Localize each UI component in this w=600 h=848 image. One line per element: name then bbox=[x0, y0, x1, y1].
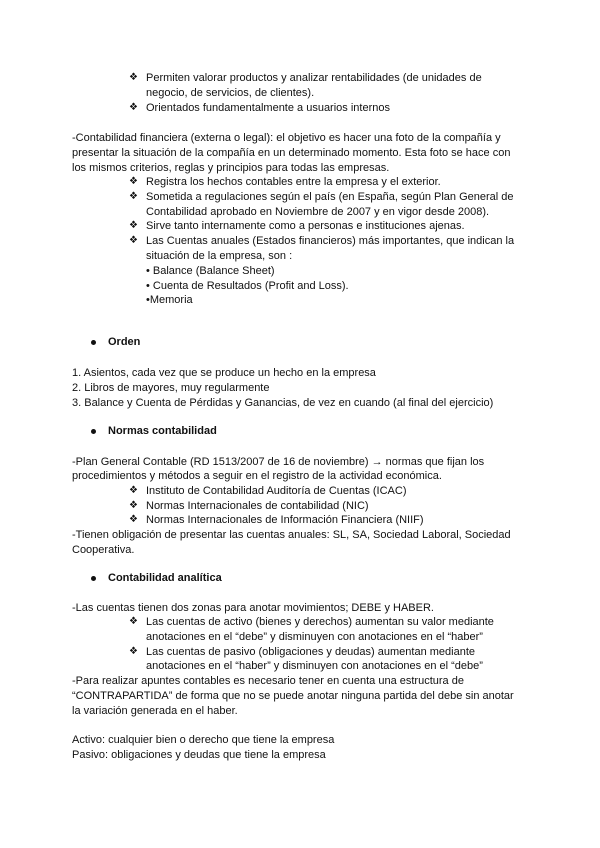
text-line: Las cuentas de activo (bienes y derechos) aumentan su valor mediante bbox=[146, 616, 494, 628]
text-line: Instituto de Contabilidad Auditoría de Cuentas (ICAC) bbox=[146, 485, 407, 497]
text-line: Normas Internacionales de Información Financiera (NIIF) bbox=[146, 514, 424, 526]
paragraph-line: procedimientos y métodos a seguir en el registro de la actividad económica. bbox=[72, 470, 442, 482]
diamond-bullet-icon: ❖ bbox=[129, 72, 138, 83]
text-line: • Cuenta de Resultados (Profit and Loss). bbox=[146, 280, 349, 292]
paragraph-line: -Tienen obligación de presentar las cuentas anuales: SL, SA, Sociedad Laboral, Sociedad bbox=[72, 529, 511, 541]
section-heading-normas: Normas contabilidad bbox=[108, 425, 217, 437]
text-line: anotaciones en el “haber” y disminuyen con anotaciones en el “debe” bbox=[146, 660, 483, 672]
text-line: Las Cuentas anuales (Estados financieros) más importantes, que indican la bbox=[146, 235, 515, 247]
paragraph-line: -Contabilidad financiera (externa o legal): el objetivo es hacer una foto de la compañía y bbox=[72, 132, 501, 144]
diamond-bullet-icon: ❖ bbox=[129, 485, 138, 496]
text-line: Las cuentas de pasivo (obligaciones y deudas) aumentan mediante bbox=[146, 646, 475, 658]
diamond-bullet-icon: ❖ bbox=[129, 220, 138, 231]
diamond-bullet-icon: ❖ bbox=[129, 646, 138, 657]
text-line: Permiten valorar productos y analizar rentabilidades (de unidades de bbox=[146, 72, 482, 84]
text-line: anotaciones en el “debe” y disminuyen con anotaciones en el “haber” bbox=[146, 631, 483, 643]
section-heading-orden: Orden bbox=[108, 336, 141, 348]
text-line: •Memoria bbox=[146, 294, 193, 306]
diamond-bullet-icon: ❖ bbox=[129, 500, 138, 511]
diamond-bullet-icon: ❖ bbox=[129, 514, 138, 525]
text-line: Registra los hechos contables entre la empresa y el exterior. bbox=[146, 176, 441, 188]
list-item: 1. Asientos, cada vez que se produce un hecho en la empresa bbox=[72, 367, 376, 379]
text-line: negocio, de servicios, de clientes). bbox=[146, 87, 315, 99]
bullet-dot-icon bbox=[91, 429, 96, 434]
paragraph-line: -Plan General Contable (RD 1513/2007 de 16 de noviembre) → normas que fijan los bbox=[72, 456, 485, 468]
paragraph-line: -Las cuentas tienen dos zonas para anotar movimientos; DEBE y HABER. bbox=[72, 602, 434, 614]
text-line: Contabilidad aprobado en Noviembre de 2007 y en vigor desde 2008). bbox=[146, 206, 490, 218]
paragraph-line: “CONTRAPARTIDA” de forma que no se puede anotar ninguna partida del debe sin anotar bbox=[72, 690, 514, 702]
diamond-bullet-icon: ❖ bbox=[129, 191, 138, 202]
diamond-bullet-icon: ❖ bbox=[129, 176, 138, 187]
diamond-bullet-icon: ❖ bbox=[129, 616, 138, 627]
text-line: Orientados fundamentalmente a usuarios internos bbox=[146, 102, 390, 114]
diamond-bullet-icon: ❖ bbox=[129, 102, 138, 113]
bullet-dot-icon bbox=[91, 576, 96, 581]
text-line: Normas Internacionales de contabilidad (NIC) bbox=[146, 500, 369, 512]
paragraph-line: -Para realizar apuntes contables es necesario tener en cuenta una estructura de bbox=[72, 675, 464, 687]
diamond-bullet-icon: ❖ bbox=[129, 235, 138, 246]
paragraph-line: la variación generada en el haber. bbox=[72, 705, 238, 717]
paragraph-line: presentar la situación de la compañía en un determinado momento. Esta foto se hace con bbox=[72, 147, 511, 159]
bullet-dot-icon bbox=[91, 340, 96, 345]
definition-pasivo: Pasivo: obligaciones y deudas que tiene la empresa bbox=[72, 749, 326, 761]
text-line: situación de la empresa, son : bbox=[146, 250, 293, 262]
definition-activo: Activo: cualquier bien o derecho que tiene la empresa bbox=[72, 734, 335, 746]
text-line: • Balance (Balance Sheet) bbox=[146, 265, 275, 277]
paragraph-line: Cooperativa. bbox=[72, 544, 135, 556]
list-item: 2. Libros de mayores, muy regularmente bbox=[72, 382, 270, 394]
text-line: Sirve tanto internamente como a personas e instituciones ajenas. bbox=[146, 220, 465, 232]
section-heading-analitica: Contabilidad analítica bbox=[108, 572, 222, 584]
text-line: Sometida a regulaciones según el país (en España, según Plan General de bbox=[146, 191, 514, 203]
paragraph-line: los mismos criterios, reglas y principios para todas las empresas. bbox=[72, 162, 390, 174]
list-item: 3. Balance y Cuenta de Pérdidas y Ganancias, de vez en cuando (al final del ejercicio) bbox=[72, 397, 494, 409]
